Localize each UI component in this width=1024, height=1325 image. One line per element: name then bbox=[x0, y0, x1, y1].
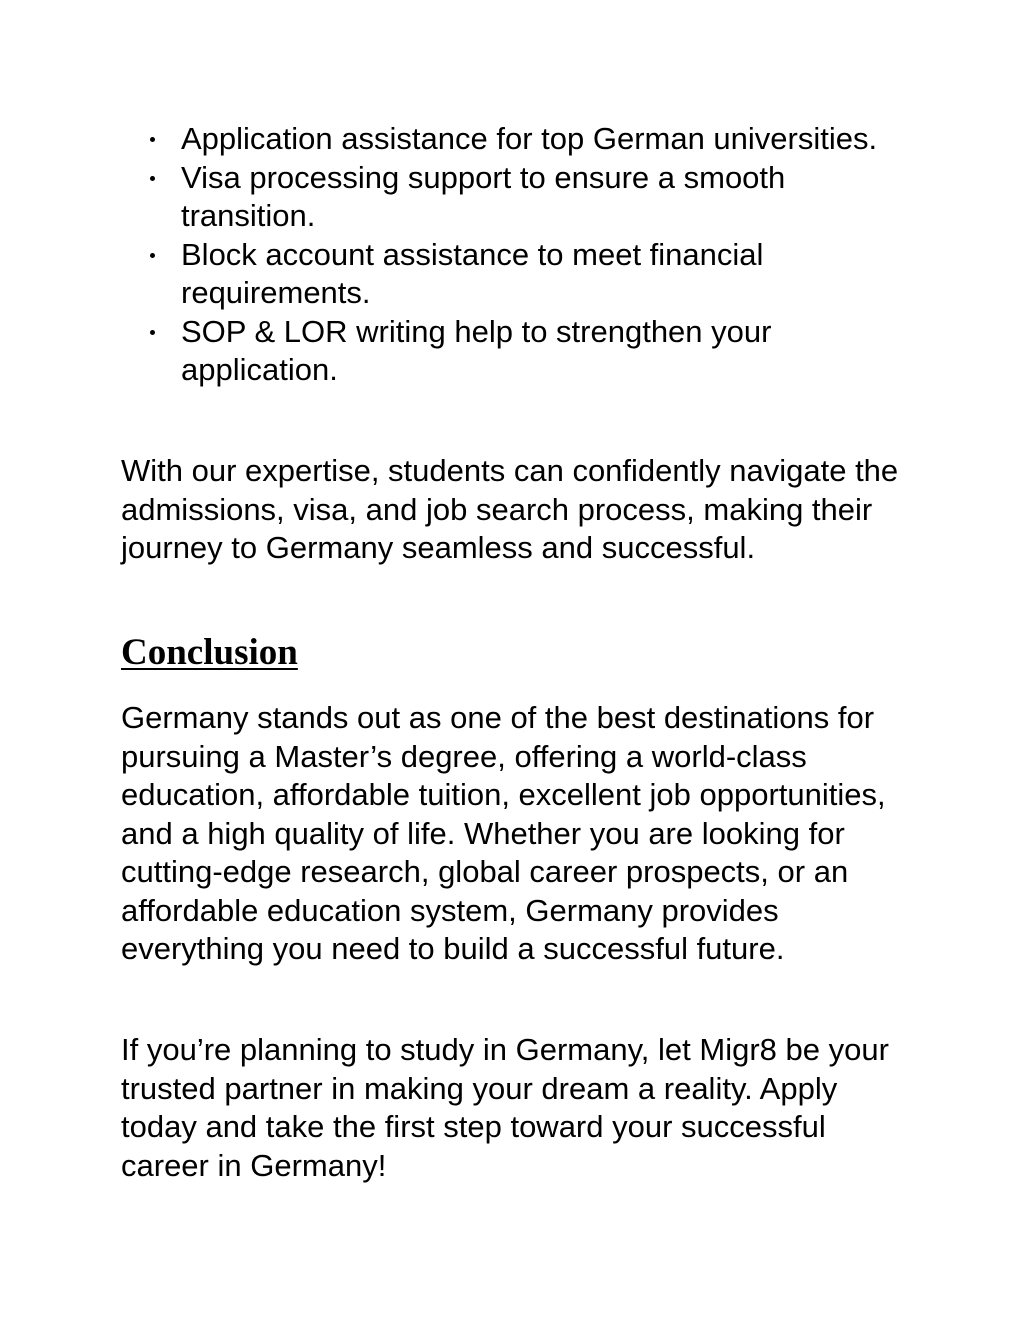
bullet-item-sop-lor bbox=[181, 313, 881, 390]
bullet-dot-icon bbox=[150, 330, 155, 335]
bullet-dot-icon bbox=[150, 176, 155, 181]
bullet-text: Block account assistance to meet financial requirements. bbox=[181, 236, 764, 310]
conclusion-paragraph-2: If you’re planning to study in Germany, let Migr8 be your trusted partner in making your dream a reality. Apply today and take the first step toward your successful career in Germany! bbox=[121, 1032, 889, 1183]
bullet-item-application bbox=[181, 120, 881, 159]
bullet-dot-icon bbox=[150, 137, 155, 142]
bullet-item-visa bbox=[181, 159, 881, 236]
bullet-text: Application assistance for top German universities. bbox=[181, 121, 878, 156]
services-bullet-list bbox=[181, 120, 881, 390]
bullet-item-block-account bbox=[181, 236, 881, 313]
conclusion-heading: Conclusion bbox=[121, 632, 298, 673]
bullet-text: Visa processing support to ensure a smooth transition. bbox=[181, 159, 786, 233]
intro-paragraph: With our expertise, students can confidently navigate the admissions, visa, and job search process, making their journey to Germany seamless and successful. bbox=[121, 453, 899, 565]
bullet-text: SOP & LOR writing help to strengthen your application. bbox=[181, 313, 772, 387]
conclusion-paragraph-1: Germany stands out as one of the best destinations for pursuing a Master’s degree, offering a world-class education, affordable tuition, excellent job opportunities, and a high quality of life. Whether you are looking for cutting-edge research, global career prospects, or an affordable education system, Germany provides everything you need to build a successful future. bbox=[121, 700, 886, 966]
bullet-dot-icon bbox=[150, 253, 155, 258]
